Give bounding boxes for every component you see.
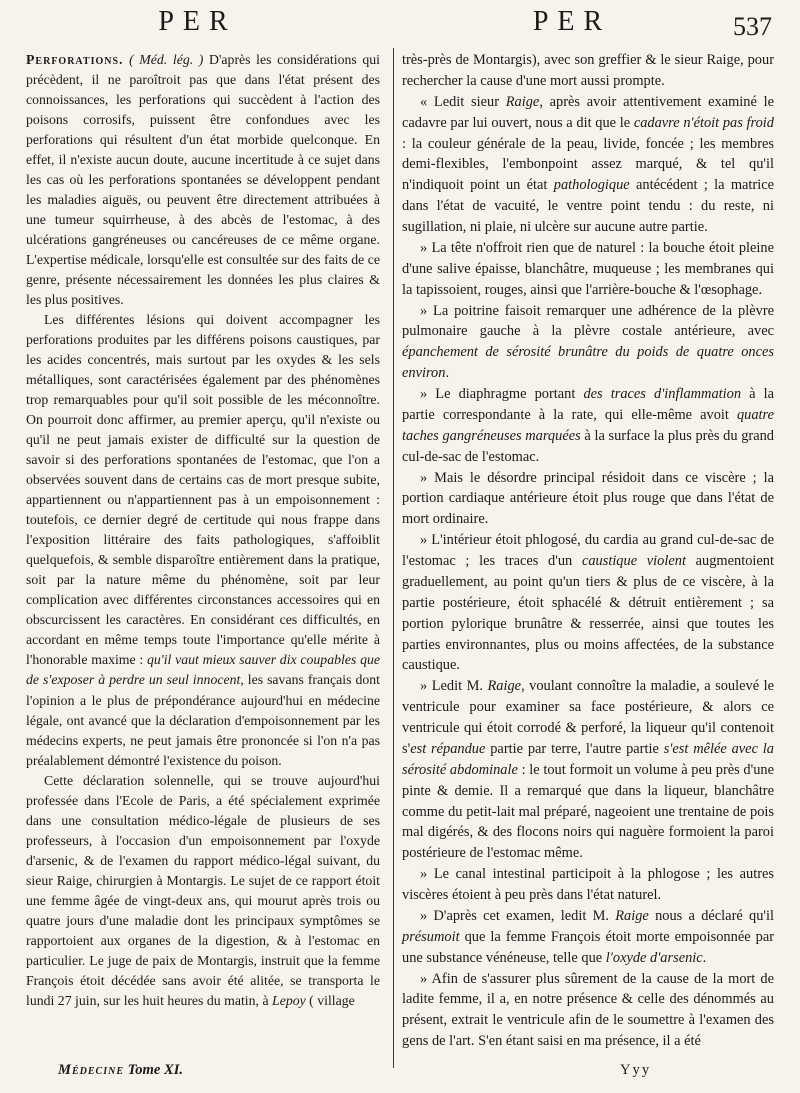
- emphasis: est répandue: [410, 740, 486, 757]
- running-head-left: PER: [158, 6, 237, 37]
- paragraph-text: Les différentes lésions qui doivent accompagner les perforations produites par les différens poisons caustiques, par les acides concentrés, mais surtout par les oxydes & les sels métalliques, sont caractérisées également par des phénomènes trop remarquables pour qu'il soit possible de les méconnoître. On pourroit donc affirmer, au premier aperçu, qu'il n'existe ou qu'il ne peut jamais exister de difficulté sur la question de savoir si des perforations spontanées de l'estomac, que l'on a observées souvent dans de certains cas de mort presque subite, appartiennent ou n'appartiennent pas à un empoisonnement : toutefois, ce dernier degré de certitude qui nous frappe dans l'exposition littéraire des faits pathologiques, s'affoiblit quelquefois, & semble disparoître entièrement dans la pratique, soit par la nature même du phénomène, soit par leur complication avec différentes circonstances accessoires qui en obscurcissent les caractères. En considérant ces difficultés, en accordant en même temps toute l'importance qu'elle mérite à l'honorable maxime :: [26, 312, 380, 668]
- paragraph-text: à la surface la plus près du grand cul-de-sac de l'estomac.: [402, 427, 774, 465]
- paragraph-text: , voulant connoître la maladie, a soulevé le ventricule pour examiner sa face postérieure, & alors ce ventricule qui étoit corrodé & perforé, la liqueur qu'il contenoit s': [402, 678, 774, 757]
- paragraph-text: : la couleur générale de la peau, livide, foncée ; les membres demi-flexibles, l'embonpoint assez marqué, & tel qu'il n'indiquoit point un état: [402, 135, 774, 194]
- gathering-mark: Yyy: [620, 1062, 652, 1078]
- paragraph-text: « Ledit sieur: [420, 93, 506, 110]
- paragraph: [402, 906, 774, 969]
- paragraph-text: , les savans français dont l'opinion a le plus de prépondérance aujourd'hui en médecine légale, ont avancé que la déclaration d'empoisonnement par les médecins experts, ne peut jamais être prononcée si l'on n'a pas préalablement démontré l'existence du poison.: [26, 672, 380, 768]
- paragraph-text: D'après les considérations qui précèdent, il ne paroîtroit pas que dans l'état présent des connoissances, les perforations qui succèdent à l'action des poisons corrosifs, puissent être confondues avec les perforations qui résultent d'un état morbide quelconque. En effet, il n'existe aucun doute, aucune incertitude à ce sujet dans les cas où les perforations spontanées se développent pendant les maladies aiguës, ou peuvent être directement attribuées à une tumeur squirrheuse, à des abcès de l'estomac, à des ulcérations gangréneuses ou cancéreuses de ce même organe. L'expertise médicale, lorsqu'elle est consultée sur des faits de ce genre, présente nécessairement les données les plus claires & les plus positives.: [26, 52, 381, 308]
- right-column: [402, 50, 774, 1052]
- column-divider: [393, 48, 394, 1068]
- quoted-maxim: qu'il vaut mieux sauver dix coupables que de s'exposer à perdre un seul innocent: [26, 652, 380, 688]
- paragraph: [402, 301, 774, 385]
- paragraph: [402, 384, 774, 468]
- entry-tag: ( Méd. lég. ): [129, 52, 204, 67]
- emphasis: des traces d'inflammation: [583, 386, 742, 402]
- paragraph: [402, 676, 774, 864]
- page-number: 537: [733, 12, 772, 41]
- paragraph-text: » D'après cet examen, ledit M.: [420, 907, 616, 924]
- paragraph-text: Cette déclaration solennelle, qui se trouve aujourd'hui professée dans l'Ecole de Paris, a été spécialement exprimée dans une consultation médico-légale de plusieurs de ses professeurs, à l'occasion d'un empoisonnement par l'oxyde d'arsenic, & de l'examen du rapport médico-légal suivant, du sieur Raige, chirurgien à Montargis. Le sujet de ce rapport étoit une femme âgée de vingt-deux ans, qui mourut après trois ou quatre jours d'une maladie dont les principaux symptômes se rapportoient aux organes de la digestion, & à l'estomac en particulier. Le juge de paix de Montargis, instruit que la femme François étoit décédée sans avoir été alitée, se transporta le lundi 27 juin, sur les huit heures du matin, à: [26, 772, 380, 1008]
- emphasis: quatre taches gangréneuses marquées: [402, 406, 774, 444]
- emphasis: cadavre n'étoit pas froid: [633, 114, 774, 131]
- paragraph: [402, 92, 774, 238]
- entry-headword: Perforations.: [26, 52, 124, 67]
- entry-paragraph: [26, 50, 380, 310]
- paragraph-text: » Le diaphragme portant: [420, 386, 584, 402]
- emphasis: caustique violent: [581, 553, 686, 569]
- paragraph-text: : le tout formoit un volume à peu près d'une pinte & demie. Il a remarqué que dans la liqueur, blanchâtre comme du petit-lait mal préparé, nageoient une trentaine de pois mal digérés, & des flocons noirs qui naguère formoient la paroi postérieure de l'estomac même.: [402, 761, 774, 862]
- paragraph-text: que la femme François étoit morte empoisonnée par une substance vénéneuse, telle que: [402, 928, 774, 966]
- paragraph-text: » L'intérieur étoit phlogosé, du cardia au grand cul-de-sac de l'estomac ; les traces d'un: [402, 532, 774, 569]
- paragraph-text: , après avoir attentivement examiné le cadavre par lui ouvert, nous a dit que le: [402, 93, 774, 131]
- paragraph-text: » Ledit M.: [420, 678, 488, 695]
- emphasis: pathologique: [553, 177, 630, 194]
- paragraph-text: partie par terre, l'autre partie: [485, 740, 664, 757]
- signature-subject: Médecine: [58, 1062, 124, 1078]
- paragraph-text: .: [445, 365, 450, 382]
- paragraph: [26, 310, 380, 770]
- left-column: [26, 50, 380, 1011]
- paragraph-text: .: [702, 949, 707, 966]
- paragraph-text: » La poitrine faisoit remarquer une adhérence de la plèvre pulmonaire gauche à la plèvre costale antérieure, avec: [402, 302, 774, 340]
- emphasis: s'est mêlée avec la sérosité abdominale: [402, 740, 774, 778]
- running-head-right: PER: [532, 6, 612, 37]
- emphasis: l'oxyde d'arsenic: [605, 949, 703, 966]
- paragraph: très-près de Montargis), avec son greffier & le sieur Raige, pour rechercher la cause d'une mort aussi prompte.: [402, 52, 774, 89]
- paragraph: » Mais le désordre principal résidoit dans ce viscère ; la portion cardiaque antérieure étoit plus rouge que dans l'état de mort ordinaire.: [402, 469, 774, 528]
- paragraph: » Le canal intestinal participoit à la phlogose ; les autres viscères étoient à peu près dans l'état naturel.: [402, 866, 774, 903]
- paragraph-text: à la partie correspondante à la rate, qui elle-même avoit: [402, 386, 774, 423]
- emphasis: épanchement de sérosité brunâtre du poids de quatre onces environ: [402, 344, 774, 382]
- paragraph-text: antécédent ; la matrice dans l'état de vacuité, le ventre point tendu : du reste, ni sugillation, ni plaie, ni ulcère sur aucune autre partie.: [402, 177, 774, 235]
- signature-volume: Tome XI.: [124, 1062, 184, 1078]
- paragraph: [26, 771, 380, 1011]
- emphasis: présumoit: [402, 928, 460, 945]
- paragraph-text: augmentoient graduellement, au point qu'un tiers & plus de ce viscère, à la partie postérieure, étoit sphacélé & détruit entièrement ; sa portion pylorique brunâtre & resserrée, ainsi que toutes les parties environnantes, plus ou moins affectées, de la substance caustique.: [402, 553, 774, 674]
- paragraph: [402, 530, 774, 676]
- paragraph: » La tête n'offroit rien que de naturel : la bouche étoit pleine d'une salive épaisse, blanchâtre, muqueuse ; les membranes qui la tapissoient, rouges, ainsi que l'arrière-bouche & l'œsophage.: [402, 239, 774, 298]
- paragraph-text: nous a déclaré qu'il: [648, 907, 774, 924]
- paragraph-text: ( village: [305, 992, 355, 1008]
- page-footer: [0, 1062, 800, 1086]
- person-name: Raige: [487, 678, 522, 695]
- person-name: Raige: [505, 93, 540, 110]
- volume-signature: [58, 1062, 183, 1079]
- place-name: Lepoy: [272, 992, 306, 1008]
- paragraph: » Afin de s'assurer plus sûrement de la cause de la mort de ladite femme, il a, en notre présence & celle des dénommés au présent, extrait le ventricule afin de le soumettre à l'examen des gens de l'art. S'en étant saisi en ma présence, il a été: [402, 970, 774, 1050]
- person-name: Raige: [615, 907, 649, 924]
